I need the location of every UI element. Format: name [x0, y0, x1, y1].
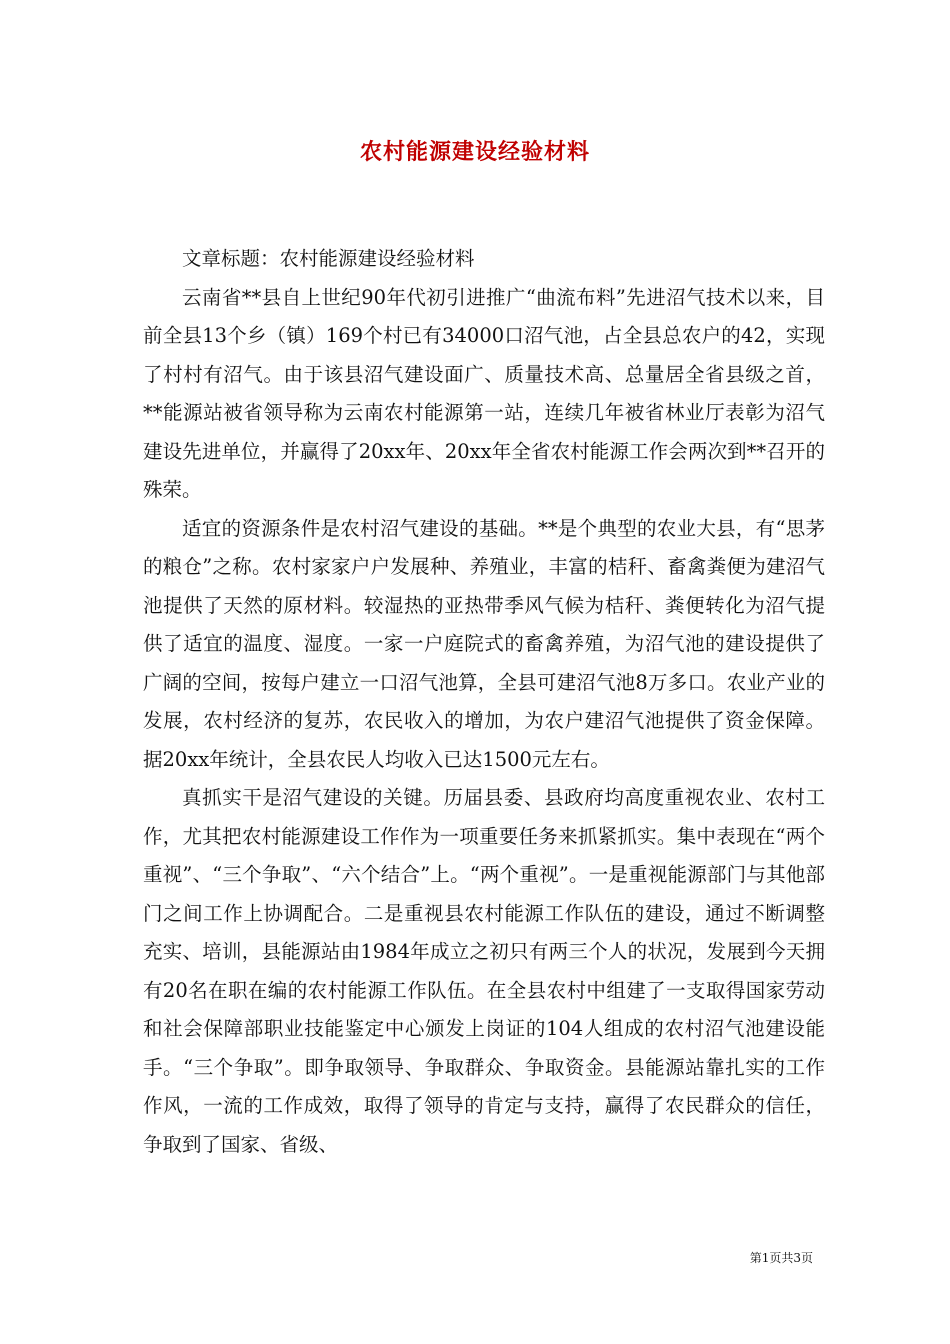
document-body	[143, 240, 825, 1164]
document-title: 农村能源建设经验材料	[359, 139, 590, 165]
body-paragraph-1: 云南省**县自上世纪90年代初引进推广“曲流布料”先进沼气技术以来，目前全县13个乡（镇）169个村已有34000口沼气池，占全县总农户的42，实现了村村有沼气。由于该县沼气建设面广、质量技术高、总量居全省县级之首，**能源站被省领导称为云南农村能源第一站，连续几年被省林业厅表彰为沼气建设先进单位，并赢得了20xx年、20xx年全省农村能源工作会两次到**召开的殊荣。	[143, 285, 825, 501]
page-number: 第1页共3页	[749, 1251, 813, 1265]
body-paragraph-2: 适宜的资源条件是农村沼气建设的基础。**是个典型的农业大县，有“思茅的粮仓”之称。农村家家户户发展种、养殖业，丰富的桔秆、畜禽粪便为建沼气池提供了天然的原材料。较湿热的亚热带季风气候为桔秆、粪便转化为沼气提供了适宜的温度、湿度。一家一户庭院式的畜禽养殖，为沼气池的建设提供了广阔的空间，按每户建立一口沼气池算，全县可建沼气池8万多口。农业产业的发展，农村经济的复苏，农民收入的增加，为农户建沼气池提供了资金保障。据20xx年统计，全县农民人均收入已达1500元左右。	[143, 516, 825, 771]
article-title-label: 文章标题：农村能源建设经验材料	[182, 247, 475, 270]
body-paragraph-3: 真抓实干是沼气建设的关键。历届县委、县政府均高度重视农业、农村工作，尤其把农村能源建设工作作为一项重要任务来抓紧抓实。集中表现在“两个重视”、“三个争取”、“六个结合”上。“两个重视”。一是重视能源部门与其他部门之间工作上协调配合。二是重视县农村能源工作队伍的建设，通过不断调整充实、培训，县能源站由1984年成立之初只有两三个人的状况，发展到今天拥有20名在职在编的农村能源工作队伍。在全县农村中组建了一支取得国家劳动和社会保障部职业技能鉴定中心颁发上岗证的104人组成的农村沼气池建设能手。“三个争取”。即争取领导、争取群众、争取资金。县能源站靠扎实的工作作风，一流的工作成效，取得了领导的肯定与支持，赢得了农民群众的信任，争取到了国家、省级、	[143, 786, 825, 1156]
